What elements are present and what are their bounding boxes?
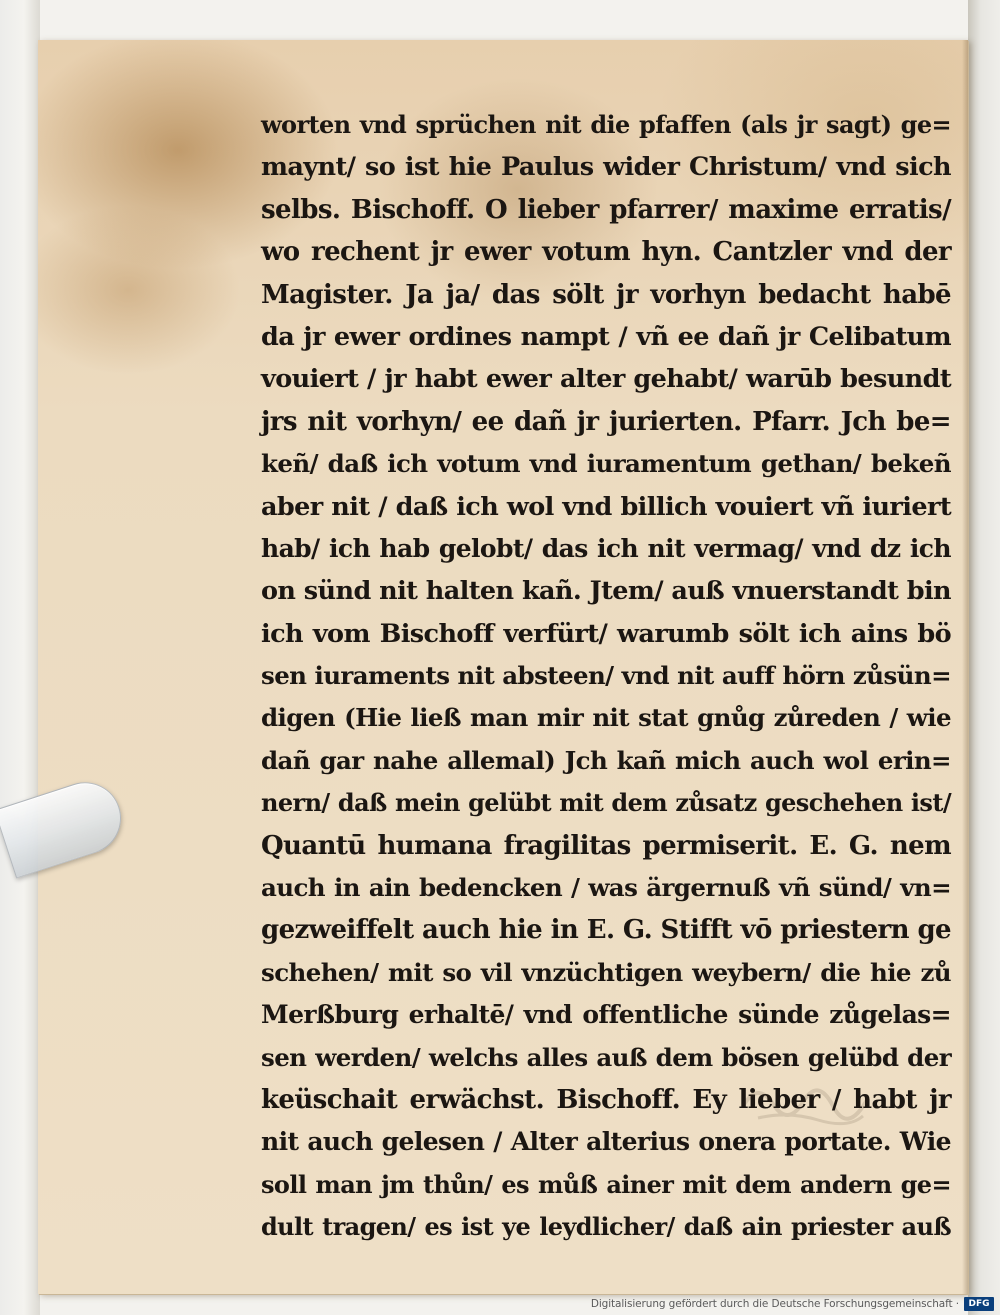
show-through-ghost xyxy=(738,1076,878,1126)
text-line: digen (Hie ließ man mir nit stat gnůg zůreden / wie xyxy=(261,703,951,733)
dfg-logo-icon: DFG xyxy=(964,1297,994,1311)
footer-credit xyxy=(591,1296,994,1312)
text-line: maynt/ so ist hie Paulus wider Christum/ vnd sich xyxy=(261,152,951,183)
text-line: soll man jm thůn/ es můß ainer mit dem andern ge= xyxy=(261,1169,951,1199)
text-line: auch in ain bedencken / was ärgernuß vñ sünd/ vn= xyxy=(261,873,951,903)
text-line: ich vom Bischoff verfürt/ warumb sölt ich ains bö xyxy=(261,618,951,649)
text-line: nern/ daß mein gelübt mit dem zůsatz geschehen ist/ xyxy=(261,788,951,818)
text-line: Magister. Ja ja/ das sölt jr vorhyn bedacht habē xyxy=(261,279,951,310)
text-line: Merßburg erhaltē/ vnd offentliche sünde zůgelas= xyxy=(261,1000,951,1030)
text-line: da jr ewer ordines nampt / vñ ee dañ jr Celibatum xyxy=(261,321,951,352)
text-line: Quantū humana fragilitas permiserit. E. G. nem xyxy=(261,830,951,861)
scan-backing-right xyxy=(968,0,1000,1315)
text-line: sen iuraments nit absteen/ vnd nit auff hörn zůsün= xyxy=(261,661,951,691)
page-edge-shadow xyxy=(962,40,968,1294)
footer-text: Digitalisierung gefördert durch die Deutsche Forschungsgemeinschaft · xyxy=(590,1298,959,1310)
text-line: worten vnd sprüchen nit die pfaffen (als jr sagt) ge= xyxy=(261,110,951,139)
text-line: jrs nit vorhyn/ ee dañ jr jurierten. Pfarr. Jch be= xyxy=(261,406,951,437)
text-line: selbs. Bischoff. O lieber pfarrer/ maxime erratis/ xyxy=(261,194,951,225)
text-line: dañ gar nahe allemal) Jch kañ mich auch wol erin= xyxy=(261,745,951,775)
text-line: sen werden/ welchs alles auß dem bösen gelübd der xyxy=(261,1042,951,1072)
document-page xyxy=(38,40,968,1294)
scan-backing-left xyxy=(0,0,40,1315)
text-line: keüschait erwächst. Bischoff. Ey lieber / habt jr xyxy=(261,1084,951,1115)
text-line: gezweiffelt auch hie in E. G. Stifft vō priestern ge xyxy=(261,915,951,946)
text-line: vouiert / jr habt ewer alter gehabt/ warūb besundt xyxy=(261,364,951,395)
text-line: on sünd nit halten kañ. Jtem/ auß vnuerstandt bin xyxy=(261,576,951,607)
text-line: dult tragen/ es ist ye leydlicher/ daß ain priester auß xyxy=(261,1212,951,1242)
text-line: nit auch gelesen / Alter alterius onera portate. Wie xyxy=(261,1127,951,1157)
text-line: wo rechent jr ewer votum hyn. Cantzler vnd der xyxy=(261,237,951,268)
text-line: schehen/ mit so vil vnzüchtigen weybern/ die hie zů xyxy=(261,957,951,987)
text-line: keñ/ daß ich votum vnd iuramentum gethan/ bekeñ xyxy=(261,449,951,479)
text-line: hab/ ich hab gelobt/ das ich nit vermag/ vnd dz ich xyxy=(261,533,951,563)
text-line: aber nit / daß ich wol vnd billich vouiert vñ iuriert xyxy=(261,491,951,522)
